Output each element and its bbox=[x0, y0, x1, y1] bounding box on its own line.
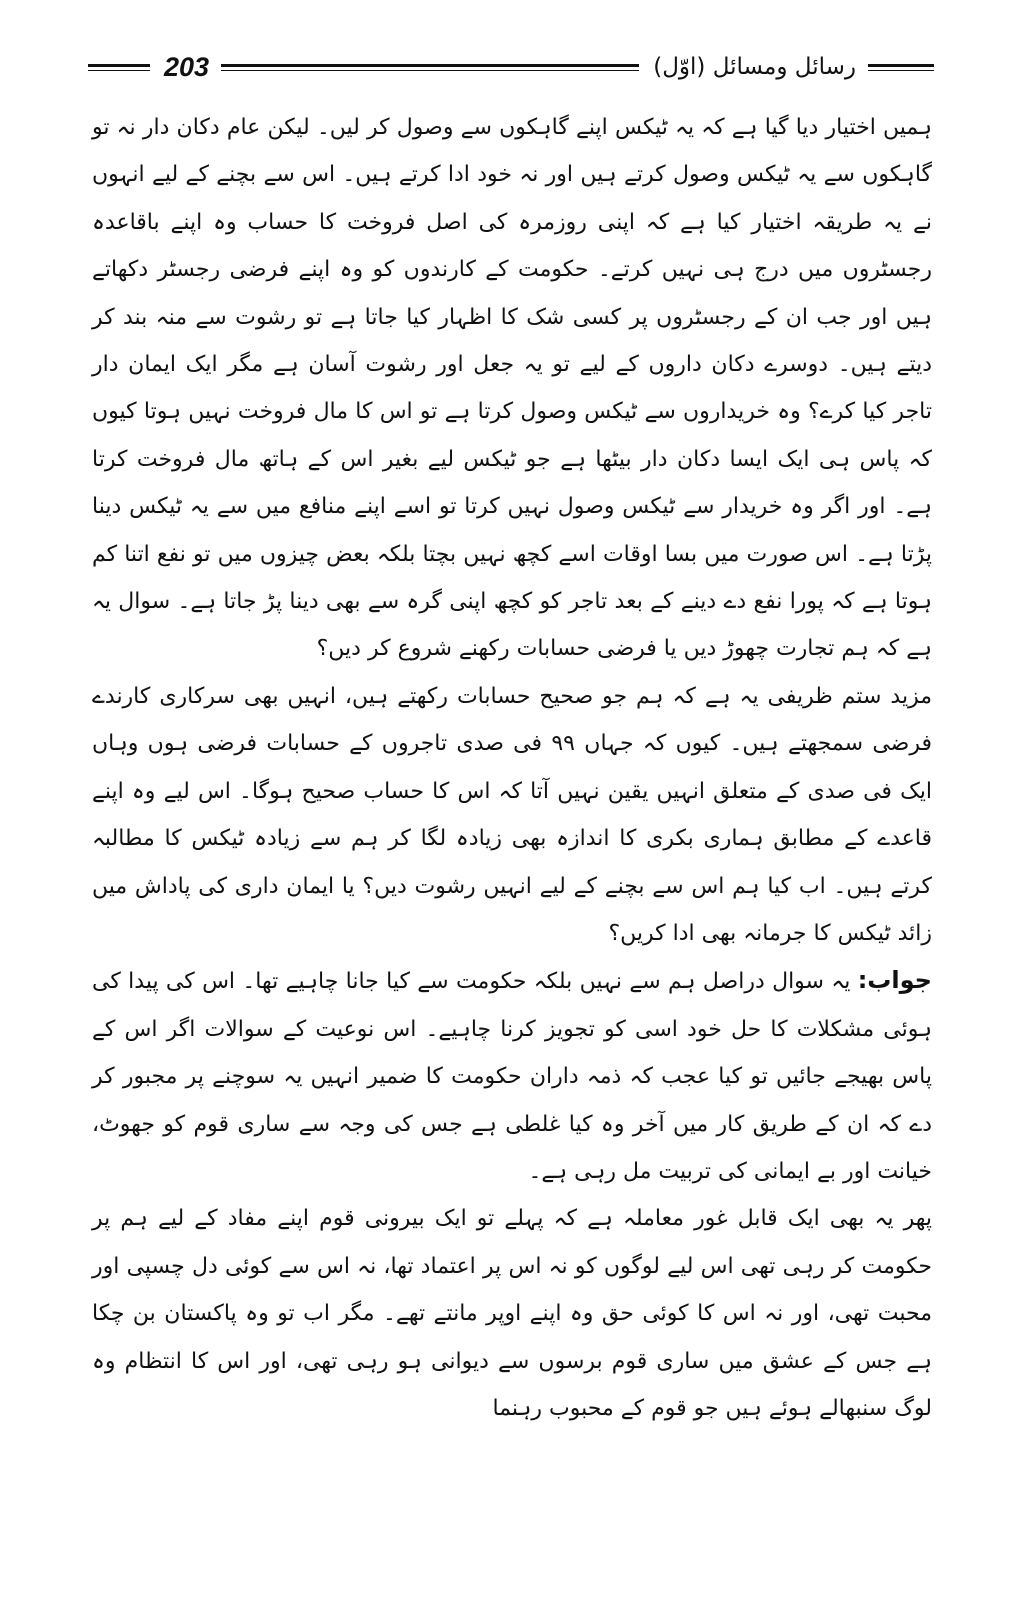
page-header bbox=[88, 42, 934, 92]
body-text bbox=[92, 104, 932, 1432]
header-rule-middle bbox=[221, 64, 639, 71]
page-number: 203 bbox=[164, 51, 210, 82]
running-title: رسائل ومسائل (اوّل) bbox=[653, 54, 856, 80]
question-paragraph-1: ہمیں اختیار دیا گیا ہے کہ یہ ٹیکس اپنے گاہکوں سے وصول کر لیں۔ لیکن عام دکان دار نہ تو گاہکوں سے یہ ٹیکس وصول کرتے ہیں اور نہ خود ادا کرتے ہیں۔ اس سے بچنے کے لیے انہوں نے یہ طریقہ اختیار کیا ہے کہ اپنی روزمرہ کی اصل فروخت کا حساب وہ اپنے باقاعدہ رجسٹروں میں درج ہی نہیں کرتے۔ حکومت کے کارندوں کو وہ اپنے فرضی رجسٹر دکھاتے ہیں اور جب ان کے رجسٹروں پر کسی شک کا اظہار کیا جاتا ہے تو رشوت سے منہ بند کر دیتے ہیں۔ دوسرے دکان داروں کے لیے تو یہ جعل اور رشوت آسان ہے مگر ایک ایمان دار تاجر کیا کرے؟ وہ خریداروں سے ٹیکس وصول کرتا ہے تو اس کا مال فروخت نہیں ہوتا کیوں کہ پاس ہی ایک ایسا دکان دار بیٹھا ہے جو ٹیکس لیے بغیر اس کے ہاتھ مال فروخت کرتا ہے۔ اور اگر وہ خریدار سے ٹیکس وصول نہیں کرتا تو اسے اپنے منافع میں سے یہ ٹیکس دینا پڑتا ہے۔ اس صورت میں بسا اوقات اسے کچھ نہیں بچتا بلکہ بعض چیزوں میں تو نفع اتنا کم ہوتا ہے کہ پورا نفع دے دینے کے بعد تاجر کو کچھ اپنی گرہ سے بھی دینا پڑ جاتا ہے۔ سوال یہ ہے کہ ہم تجارت چھوڑ دیں یا فرضی حسابات رکھنے شروع کر دیں؟ bbox=[92, 115, 932, 662]
header-rule-right bbox=[868, 64, 934, 71]
question-paragraph-2: مزید ستم ظریفی یہ ہے کہ ہم جو صحیح حسابات رکھتے ہیں، انہیں بھی سرکاری کارندے فرضی سمجھتے ہیں۔ کیوں کہ جہاں ۹۹ فی صدی تاجروں کے حسابات فرضی ہوں وہاں ایک فی صدی کے متعلق انہیں یقین نہیں آتا کہ اس کا حساب صحیح ہوگا۔ اس لیے وہ اپنے قاعدے کے مطابق ہماری بکری کا اندازہ بھی زیادہ لگا کر ہم سے زیادہ ٹیکس کا مطالبہ کرتے ہیں۔ اب کیا ہم اس سے بچنے کے لیے انہیں رشوت دیں؟ یا ایمان داری کی پاداش میں زائد ٹیکس کا جرمانہ بھی ادا کریں؟ bbox=[92, 683, 932, 946]
answer-paragraph-2: پھر یہ بھی ایک قابل غور معاملہ ہے کہ پہلے تو ایک بیرونی قوم اپنے مفاد کے لیے ہم پر حکومت کر رہی تھی اس لیے لوگوں کو نہ اس پر اعتماد تھا، نہ اس سے کوئی دل چسپی اور محبت تھی، اور نہ اس کا کوئی حق وہ اپنے اوپر مانتے تھے۔ مگر اب تو وہ پاکستان بن چکا ہے جس کے عشق میں ساری قوم برسوں سے دیوانی ہو رہی تھی، اور اس کا انتظام وہ لوگ سنبھالے ہوئے ہیں جو قوم کے محبوب رہنما bbox=[92, 1206, 932, 1421]
answer-label: جواب: bbox=[857, 966, 932, 995]
answer-paragraph bbox=[92, 957, 932, 1195]
header-rule-left bbox=[88, 64, 150, 71]
answer-text: یہ سوال دراصل ہم سے نہیں بلکہ حکومت سے کیا جانا چاہیے تھا۔ اس کی پیدا کی ہوئی مشکلات کا حل خود اسی کو تجویز کرنا چاہیے۔ اس نوعیت کے سوالات اگر اس کے پاس بھیجے جائیں تو کیا عجب کہ ذمہ داران حکومت کا ضمیر انہیں یہ سوچنے پر مجبور کر دے کہ ان کے طریق کار میں آخر وہ کیا غلطی ہے جس کی وجہ سے ساری قوم کو جھوٹ، خیانت اور بے ایمانی کی تربیت مل رہی ہے۔ bbox=[92, 969, 932, 1184]
